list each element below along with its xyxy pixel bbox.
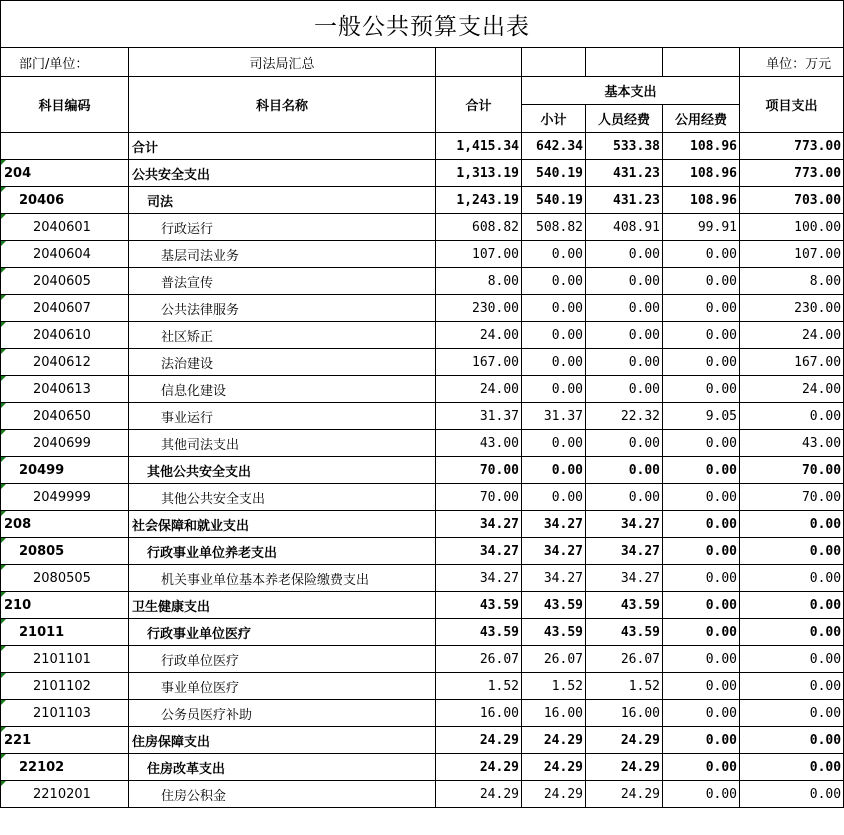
row-public: 0.00 <box>663 619 740 646</box>
row-subtotal: 0.00 <box>522 457 586 484</box>
row-total: 70.00 <box>436 457 522 484</box>
table-row <box>1 457 844 484</box>
info-blank-2 <box>522 48 586 77</box>
row-name: 信息化建设 <box>129 376 436 403</box>
row-project: 167.00 <box>740 349 844 376</box>
row-total: 1,415.34 <box>436 133 522 160</box>
row-code: 2040613 <box>1 376 129 403</box>
row-code: 2040607 <box>1 295 129 322</box>
row-subtotal: 642.34 <box>522 133 586 160</box>
row-project: 773.00 <box>740 160 844 187</box>
row-project: 70.00 <box>740 457 844 484</box>
row-public: 108.96 <box>663 187 740 214</box>
header-project: 项目支出 <box>740 77 844 133</box>
row-project: 0.00 <box>740 700 844 727</box>
row-total: 1,243.19 <box>436 187 522 214</box>
row-total: 43.59 <box>436 619 522 646</box>
table-row <box>1 673 844 700</box>
row-total: 8.00 <box>436 268 522 295</box>
row-public: 0.00 <box>663 538 740 565</box>
row-public: 0.00 <box>663 484 740 511</box>
row-subtotal: 508.82 <box>522 214 586 241</box>
row-total: 24.29 <box>436 781 522 808</box>
row-public: 108.96 <box>663 133 740 160</box>
table-row <box>1 700 844 727</box>
row-code: 2049999 <box>1 484 129 511</box>
header-public: 公用经费 <box>663 105 740 133</box>
row-personnel: 26.07 <box>586 646 663 673</box>
row-project: 0.00 <box>740 403 844 430</box>
row-code: 2040601 <box>1 214 129 241</box>
table-row <box>1 484 844 511</box>
row-public: 0.00 <box>663 565 740 592</box>
table-row <box>1 619 844 646</box>
row-personnel: 22.32 <box>586 403 663 430</box>
row-total: 167.00 <box>436 349 522 376</box>
row-total: 34.27 <box>436 565 522 592</box>
row-subtotal: 0.00 <box>522 484 586 511</box>
row-total: 107.00 <box>436 241 522 268</box>
row-project: 0.00 <box>740 727 844 754</box>
row-project: 107.00 <box>740 241 844 268</box>
row-name: 公共法律服务 <box>129 295 436 322</box>
unit-label: 单位：万元 <box>740 48 844 77</box>
row-public: 0.00 <box>663 295 740 322</box>
row-personnel: 43.59 <box>586 619 663 646</box>
row-public: 0.00 <box>663 457 740 484</box>
row-total: 31.37 <box>436 403 522 430</box>
row-code: 20406 <box>1 187 129 214</box>
table-row <box>1 754 844 781</box>
row-name: 社区矫正 <box>129 322 436 349</box>
row-project: 0.00 <box>740 592 844 619</box>
row-public: 0.00 <box>663 754 740 781</box>
row-personnel: 431.23 <box>586 160 663 187</box>
row-name: 事业单位医疗 <box>129 673 436 700</box>
row-total: 24.00 <box>436 322 522 349</box>
row-public: 0.00 <box>663 700 740 727</box>
row-subtotal: 0.00 <box>522 322 586 349</box>
row-public: 108.96 <box>663 160 740 187</box>
row-subtotal: 540.19 <box>522 160 586 187</box>
row-project: 230.00 <box>740 295 844 322</box>
table-row <box>1 727 844 754</box>
row-personnel: 43.59 <box>586 592 663 619</box>
row-code: 2080505 <box>1 565 129 592</box>
row-project: 24.00 <box>740 376 844 403</box>
table-row <box>1 295 844 322</box>
table-row <box>1 268 844 295</box>
row-code: 2040604 <box>1 241 129 268</box>
row-name: 普法宣传 <box>129 268 436 295</box>
row-subtotal: 24.29 <box>522 754 586 781</box>
row-subtotal: 43.59 <box>522 592 586 619</box>
row-name: 行政事业单位医疗 <box>129 619 436 646</box>
row-subtotal: 0.00 <box>522 241 586 268</box>
row-project: 0.00 <box>740 781 844 808</box>
row-subtotal: 24.29 <box>522 781 586 808</box>
row-subtotal: 0.00 <box>522 268 586 295</box>
row-name: 社会保障和就业支出 <box>129 511 436 538</box>
row-subtotal: 43.59 <box>522 619 586 646</box>
row-code: 2040610 <box>1 322 129 349</box>
row-name: 行政单位医疗 <box>129 646 436 673</box>
row-name: 事业运行 <box>129 403 436 430</box>
row-project: 0.00 <box>740 511 844 538</box>
row-code: 2101103 <box>1 700 129 727</box>
row-total: 34.27 <box>436 511 522 538</box>
row-public: 99.91 <box>663 214 740 241</box>
row-personnel: 533.38 <box>586 133 663 160</box>
row-code: 20499 <box>1 457 129 484</box>
row-project: 0.00 <box>740 754 844 781</box>
row-name: 公务员医疗补助 <box>129 700 436 727</box>
row-total: 70.00 <box>436 484 522 511</box>
row-code: 21011 <box>1 619 129 646</box>
header-name: 科目名称 <box>129 77 436 133</box>
table-row <box>1 214 844 241</box>
row-name: 行政运行 <box>129 214 436 241</box>
row-project: 70.00 <box>740 484 844 511</box>
row-subtotal: 0.00 <box>522 376 586 403</box>
table-row <box>1 133 844 160</box>
table-row <box>1 403 844 430</box>
table-row <box>1 538 844 565</box>
row-public: 0.00 <box>663 646 740 673</box>
row-total: 608.82 <box>436 214 522 241</box>
row-project: 0.00 <box>740 673 844 700</box>
row-code: 221 <box>1 727 129 754</box>
table-row <box>1 349 844 376</box>
row-total: 16.00 <box>436 700 522 727</box>
row-total: 230.00 <box>436 295 522 322</box>
table-row <box>1 322 844 349</box>
row-personnel: 24.29 <box>586 781 663 808</box>
dept-label: 部门/单位： <box>1 48 129 77</box>
row-public: 0.00 <box>663 430 740 457</box>
table-row <box>1 592 844 619</box>
row-project: 0.00 <box>740 538 844 565</box>
row-personnel: 24.29 <box>586 727 663 754</box>
row-subtotal: 0.00 <box>522 295 586 322</box>
row-subtotal: 34.27 <box>522 511 586 538</box>
row-personnel: 0.00 <box>586 484 663 511</box>
row-subtotal: 540.19 <box>522 187 586 214</box>
row-subtotal: 1.52 <box>522 673 586 700</box>
row-public: 0.00 <box>663 727 740 754</box>
row-subtotal: 26.07 <box>522 646 586 673</box>
row-project: 24.00 <box>740 322 844 349</box>
row-total: 34.27 <box>436 538 522 565</box>
row-name: 基层司法业务 <box>129 241 436 268</box>
row-name: 公共安全支出 <box>129 160 436 187</box>
row-code: 2040612 <box>1 349 129 376</box>
row-personnel: 0.00 <box>586 430 663 457</box>
row-personnel: 34.27 <box>586 511 663 538</box>
row-personnel: 408.91 <box>586 214 663 241</box>
header-total: 合计 <box>436 77 522 133</box>
table-row <box>1 160 844 187</box>
header-basic: 基本支出 <box>522 77 740 105</box>
row-name: 合计 <box>129 133 436 160</box>
header-personnel: 人员经费 <box>586 105 663 133</box>
row-name: 住房改革支出 <box>129 754 436 781</box>
row-project: 100.00 <box>740 214 844 241</box>
row-personnel: 0.00 <box>586 376 663 403</box>
row-subtotal: 0.00 <box>522 430 586 457</box>
row-total: 43.59 <box>436 592 522 619</box>
row-name: 卫生健康支出 <box>129 592 436 619</box>
table-row <box>1 187 844 214</box>
row-name: 机关事业单位基本养老保险缴费支出 <box>129 565 436 592</box>
info-blank-3 <box>586 48 663 77</box>
row-name: 司法 <box>129 187 436 214</box>
row-public: 0.00 <box>663 592 740 619</box>
row-project: 0.00 <box>740 619 844 646</box>
row-name: 行政事业单位养老支出 <box>129 538 436 565</box>
row-total: 1,313.19 <box>436 160 522 187</box>
table-row <box>1 781 844 808</box>
row-code: 2040650 <box>1 403 129 430</box>
row-code: 2210201 <box>1 781 129 808</box>
row-personnel: 0.00 <box>586 457 663 484</box>
row-subtotal: 31.37 <box>522 403 586 430</box>
row-code: 204 <box>1 160 129 187</box>
row-code <box>1 133 129 160</box>
table-row <box>1 511 844 538</box>
row-total: 24.29 <box>436 727 522 754</box>
row-project: 773.00 <box>740 133 844 160</box>
table-row <box>1 376 844 403</box>
row-personnel: 0.00 <box>586 322 663 349</box>
row-code: 2101101 <box>1 646 129 673</box>
table-row <box>1 646 844 673</box>
row-subtotal: 34.27 <box>522 538 586 565</box>
row-total: 43.00 <box>436 430 522 457</box>
row-project: 8.00 <box>740 268 844 295</box>
row-code: 210 <box>1 592 129 619</box>
row-project: 703.00 <box>740 187 844 214</box>
row-project: 0.00 <box>740 646 844 673</box>
row-name: 其他公共安全支出 <box>129 457 436 484</box>
row-name: 住房公积金 <box>129 781 436 808</box>
row-personnel: 0.00 <box>586 268 663 295</box>
row-subtotal: 34.27 <box>522 565 586 592</box>
row-total: 26.07 <box>436 646 522 673</box>
row-personnel: 24.29 <box>586 754 663 781</box>
row-public: 0.00 <box>663 322 740 349</box>
table-row <box>1 565 844 592</box>
row-personnel: 1.52 <box>586 673 663 700</box>
row-name: 其他公共安全支出 <box>129 484 436 511</box>
row-code: 2040605 <box>1 268 129 295</box>
dept-value: 司法局汇总 <box>129 48 436 77</box>
info-blank-1 <box>436 48 522 77</box>
row-public: 0.00 <box>663 781 740 808</box>
row-subtotal: 16.00 <box>522 700 586 727</box>
row-name: 住房保障支出 <box>129 727 436 754</box>
row-code: 22102 <box>1 754 129 781</box>
row-public: 0.00 <box>663 376 740 403</box>
row-personnel: 0.00 <box>586 349 663 376</box>
row-personnel: 34.27 <box>586 538 663 565</box>
row-public: 0.00 <box>663 268 740 295</box>
row-personnel: 0.00 <box>586 241 663 268</box>
row-subtotal: 0.00 <box>522 349 586 376</box>
row-subtotal: 24.29 <box>522 727 586 754</box>
row-name: 法治建设 <box>129 349 436 376</box>
row-code: 208 <box>1 511 129 538</box>
row-public: 9.05 <box>663 403 740 430</box>
row-total: 24.00 <box>436 376 522 403</box>
header-subtotal: 小计 <box>522 105 586 133</box>
row-public: 0.00 <box>663 673 740 700</box>
row-project: 0.00 <box>740 565 844 592</box>
row-public: 0.00 <box>663 349 740 376</box>
row-code: 20805 <box>1 538 129 565</box>
table-row <box>1 430 844 457</box>
table-row <box>1 241 844 268</box>
row-public: 0.00 <box>663 241 740 268</box>
row-total: 1.52 <box>436 673 522 700</box>
row-code: 2101102 <box>1 673 129 700</box>
header-code: 科目编码 <box>1 77 129 133</box>
row-personnel: 16.00 <box>586 700 663 727</box>
table-body <box>1 133 844 808</box>
page-title: 一般公共预算支出表 <box>1 1 844 48</box>
row-project: 43.00 <box>740 430 844 457</box>
row-personnel: 0.00 <box>586 295 663 322</box>
row-name: 其他司法支出 <box>129 430 436 457</box>
row-personnel: 431.23 <box>586 187 663 214</box>
info-blank-4 <box>663 48 740 77</box>
row-code: 2040699 <box>1 430 129 457</box>
row-public: 0.00 <box>663 511 740 538</box>
row-personnel: 34.27 <box>586 565 663 592</box>
row-total: 24.29 <box>436 754 522 781</box>
